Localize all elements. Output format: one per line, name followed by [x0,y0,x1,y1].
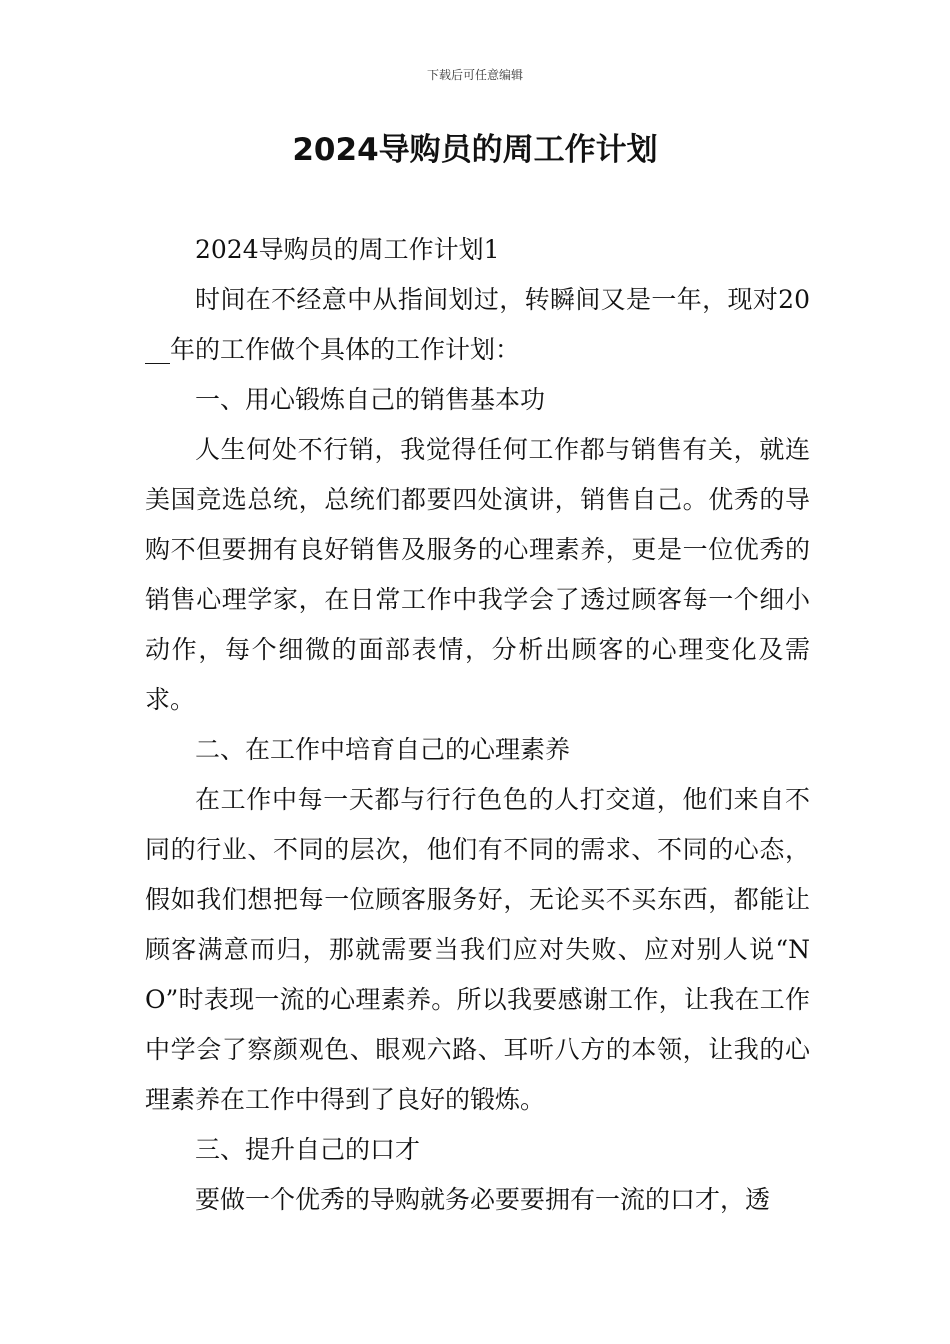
paragraph-subtitle: 2024导购员的周工作计划1 [195,235,500,264]
header-note: 下载后可任意编辑 [426,68,523,82]
section-heading-3: 三、提升自己的口才 [195,1135,421,1164]
paragraph-intro: 时间在不经意中从指间划过，转瞬间又是一年，现对20__年的工作做个具体的工作计划： [145,285,810,364]
paragraph-section-1: 人生何处不行销，我觉得任何工作都与销售有关，就连美国竞选总统，总统们都要四处演讲，销售自己。优秀的导购不但要拥有良好销售及服务的心理素养，更是一位优秀的销售心理学家，在日常工作中我学会了透过顾客每一个细小动作，每个细微的面部表情，分析出顾客的心理变化及需求。 [145,435,810,714]
section-heading-2: 二、在工作中培育自己的心理素养 [195,735,571,764]
paragraph-section-3: 要做一个优秀的导购就务必要要拥有一流的口才，透 [195,1185,771,1214]
paragraph-section-2: 在工作中每一天都与行行色色的人打交道，他们来自不同的行业、不同的层次，他们有不同的需求、不同的心态，假如我们想把每一位顾客服务好，无论买不买东西，都能让顾客满意而归，那就需要当我们应对失败、应对别人说“NO”时表现一流的心理素养。所以我要感谢工作，让我在工作中学会了察颜观色、眼观六路、耳听八方的本领，让我的心理素养在工作中得到了良好的锻炼。 [145,785,810,1114]
document-title: 2024导购员的周工作计划 [292,132,658,168]
section-heading-1: 一、用心锻炼自己的销售基本功 [195,385,546,414]
document-body [145,225,810,1225]
